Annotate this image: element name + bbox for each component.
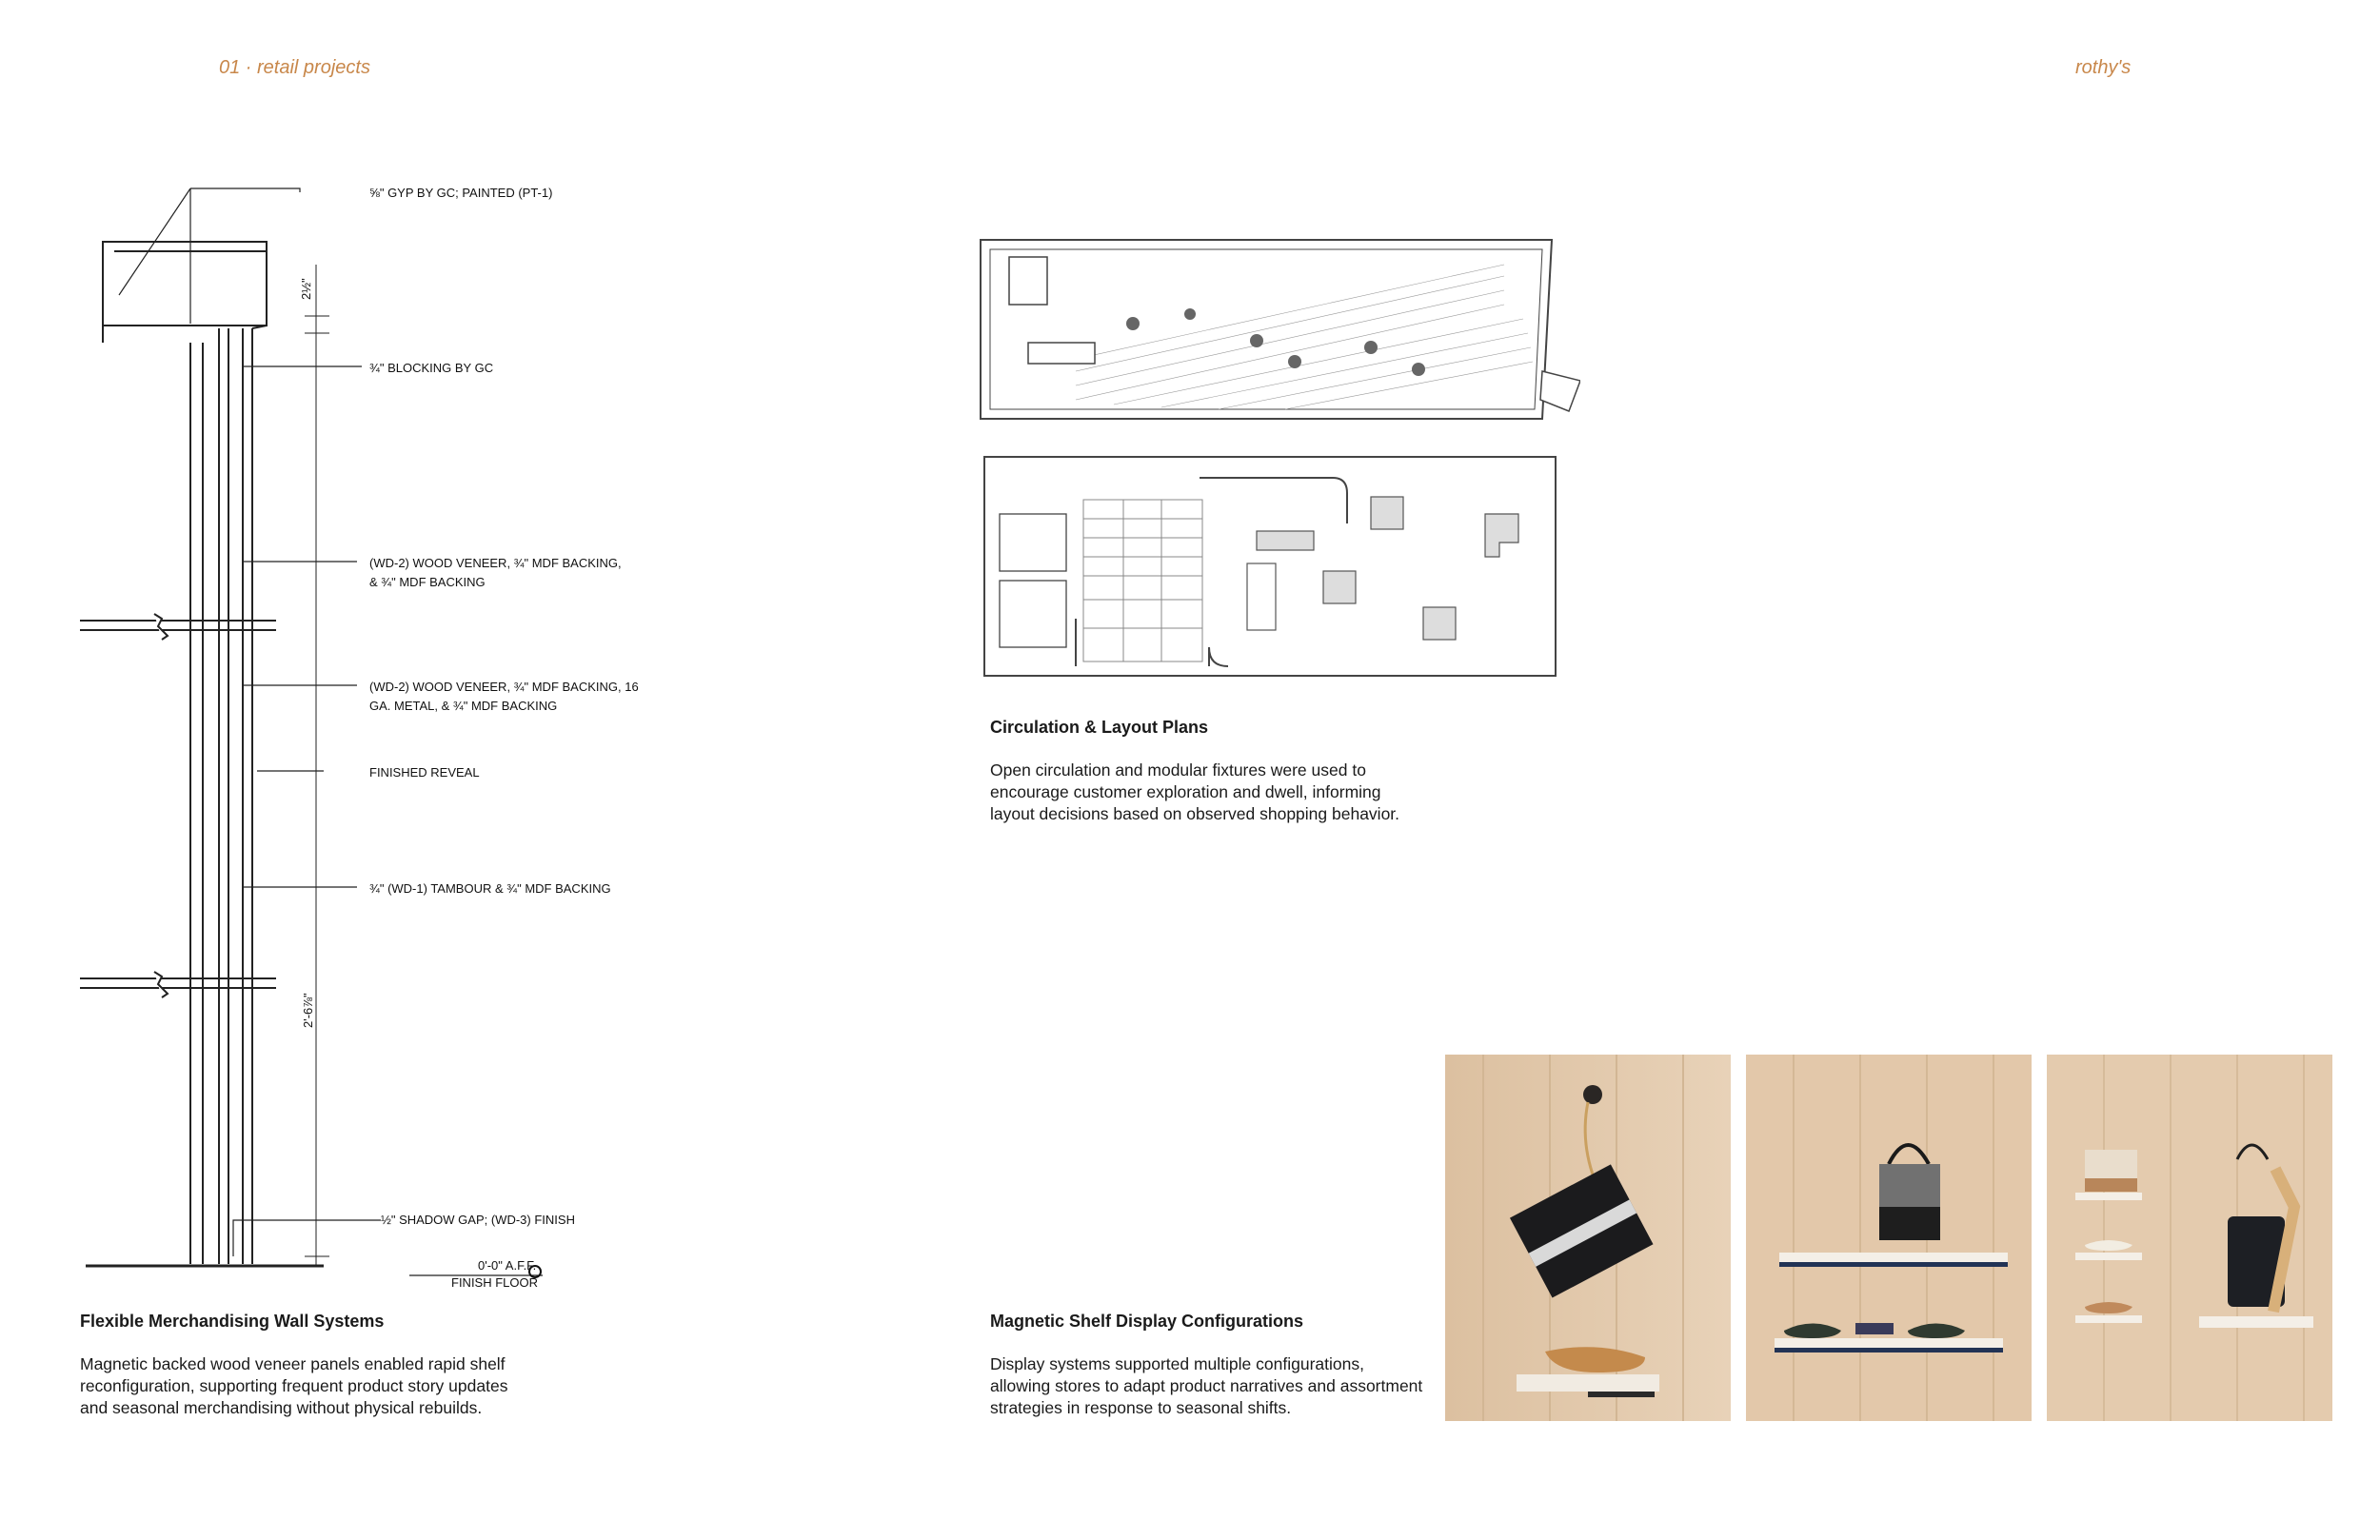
shelf-caption-body: Display systems supported multiple configurations, allowing stores to adapt product narratives and assortment strategies in response to seasonal shifts. [990,1354,1423,1417]
wall-caption-title: Flexible Merchandising Wall Systems [80,1312,385,1331]
note-veneer-1b: & ¾" MDF BACKING [369,575,486,589]
dim-top: 2½" [299,278,313,300]
wall-caption-body: Magnetic backed wood veneer panels enabled rapid shelf reconfiguration, supporting frequent product story updates and seasonal merchandising without physical rebuilds. [80,1354,508,1417]
note-shadow-gap: ½" SHADOW GAP; (WD-3) FINISH [381,1213,575,1227]
plans-caption-body: Open circulation and modular fixtures were used to encourage customer exploration and dwell, informing layout decisions based on observed shopping behavior. [990,760,1400,823]
photo-shoe-stack-bag [2047,1055,2332,1421]
note-tambour: ¾" (WD-1) TAMBOUR & ¾" MDF BACKING [369,881,611,896]
shelf-caption-title: Magnetic Shelf Display Configurations [990,1312,1304,1331]
note-finish-floor: FINISH FLOOR [451,1275,539,1290]
section-label: 01 · retail projects [219,57,370,78]
plans-caption-title: Circulation & Layout Plans [990,718,1209,737]
photo-clutch-loafer [1445,1055,1731,1421]
note-reveal: FINISHED REVEAL [369,765,480,780]
photo-tote-shelves [1746,1055,2032,1421]
note-veneer-1a: (WD-2) WOOD VENEER, ¾" MDF BACKING, [369,556,622,570]
brand-label: rothy's [2075,57,2132,78]
note-veneer-2b: GA. METAL, & ¾" MDF BACKING [369,699,558,713]
dim-height: 2'-6⅞" [301,993,315,1028]
note-aff: 0'-0" A.F.F. [478,1258,537,1273]
floor-plans-drawing [971,228,1580,685]
note-blocking: ¾" BLOCKING BY GC [369,361,494,375]
note-veneer-2a: (WD-2) WOOD VENEER, ¾" MDF BACKING, 16 [369,680,639,694]
wall-section-drawing [67,171,676,1304]
note-gyp: ⅝" GYP BY GC; PAINTED (PT-1) [369,186,553,200]
